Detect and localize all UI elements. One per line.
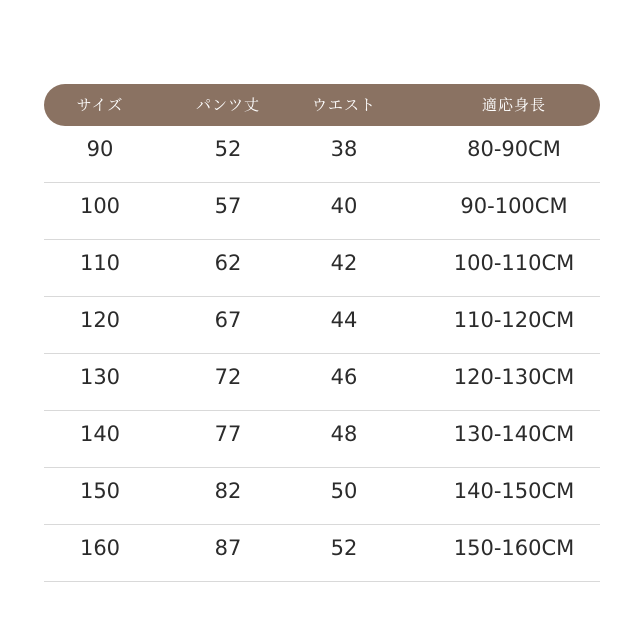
height-range-cell: 120-130CM (453, 365, 575, 389)
pants-length-cell: 62 (214, 251, 242, 275)
pants-length-cell: 72 (214, 365, 242, 389)
header-height-range: 適応身長 (481, 96, 546, 114)
height-range-cell: 80-90CM (467, 137, 561, 161)
size-chart-table (44, 84, 600, 582)
pants-length-cell: 52 (214, 137, 242, 161)
pants-length-cell: 77 (214, 422, 242, 446)
header-waist: ウエスト (311, 96, 376, 114)
height-range-cell: 110-120CM (453, 308, 575, 332)
table-row (44, 297, 600, 354)
table-row (44, 354, 600, 411)
waist-cell: 42 (330, 251, 358, 275)
size-cell: 110 (79, 251, 121, 275)
size-cell: 90 (86, 137, 114, 161)
table-row (44, 411, 600, 468)
size-cell: 140 (79, 422, 121, 446)
height-range-cell: 140-150CM (453, 479, 575, 503)
pants-length-cell: 87 (214, 536, 242, 560)
table-body (44, 126, 600, 582)
pants-length-cell: 82 (214, 479, 242, 503)
height-range-cell: 130-140CM (453, 422, 575, 446)
table-row (44, 183, 600, 240)
waist-cell: 44 (330, 308, 358, 332)
size-cell: 130 (79, 365, 121, 389)
size-cell: 100 (79, 194, 121, 218)
pants-length-cell: 67 (214, 308, 242, 332)
height-range-cell: 150-160CM (453, 536, 575, 560)
height-range-cell: 100-110CM (453, 251, 575, 275)
header-pants-length: パンツ丈 (195, 96, 260, 114)
waist-cell: 48 (330, 422, 358, 446)
waist-cell: 38 (330, 137, 358, 161)
header-size: サイズ (76, 96, 124, 114)
table-header (44, 84, 600, 126)
waist-cell: 50 (330, 479, 358, 503)
table-row (44, 468, 600, 525)
size-cell: 160 (79, 536, 121, 560)
waist-cell: 46 (330, 365, 358, 389)
waist-cell: 52 (330, 536, 358, 560)
table-row (44, 525, 600, 582)
height-range-cell: 90-100CM (460, 194, 568, 218)
table-row (44, 126, 600, 183)
size-cell: 150 (79, 479, 121, 503)
size-cell: 120 (79, 308, 121, 332)
table-row (44, 240, 600, 297)
waist-cell: 40 (330, 194, 358, 218)
pants-length-cell: 57 (214, 194, 242, 218)
